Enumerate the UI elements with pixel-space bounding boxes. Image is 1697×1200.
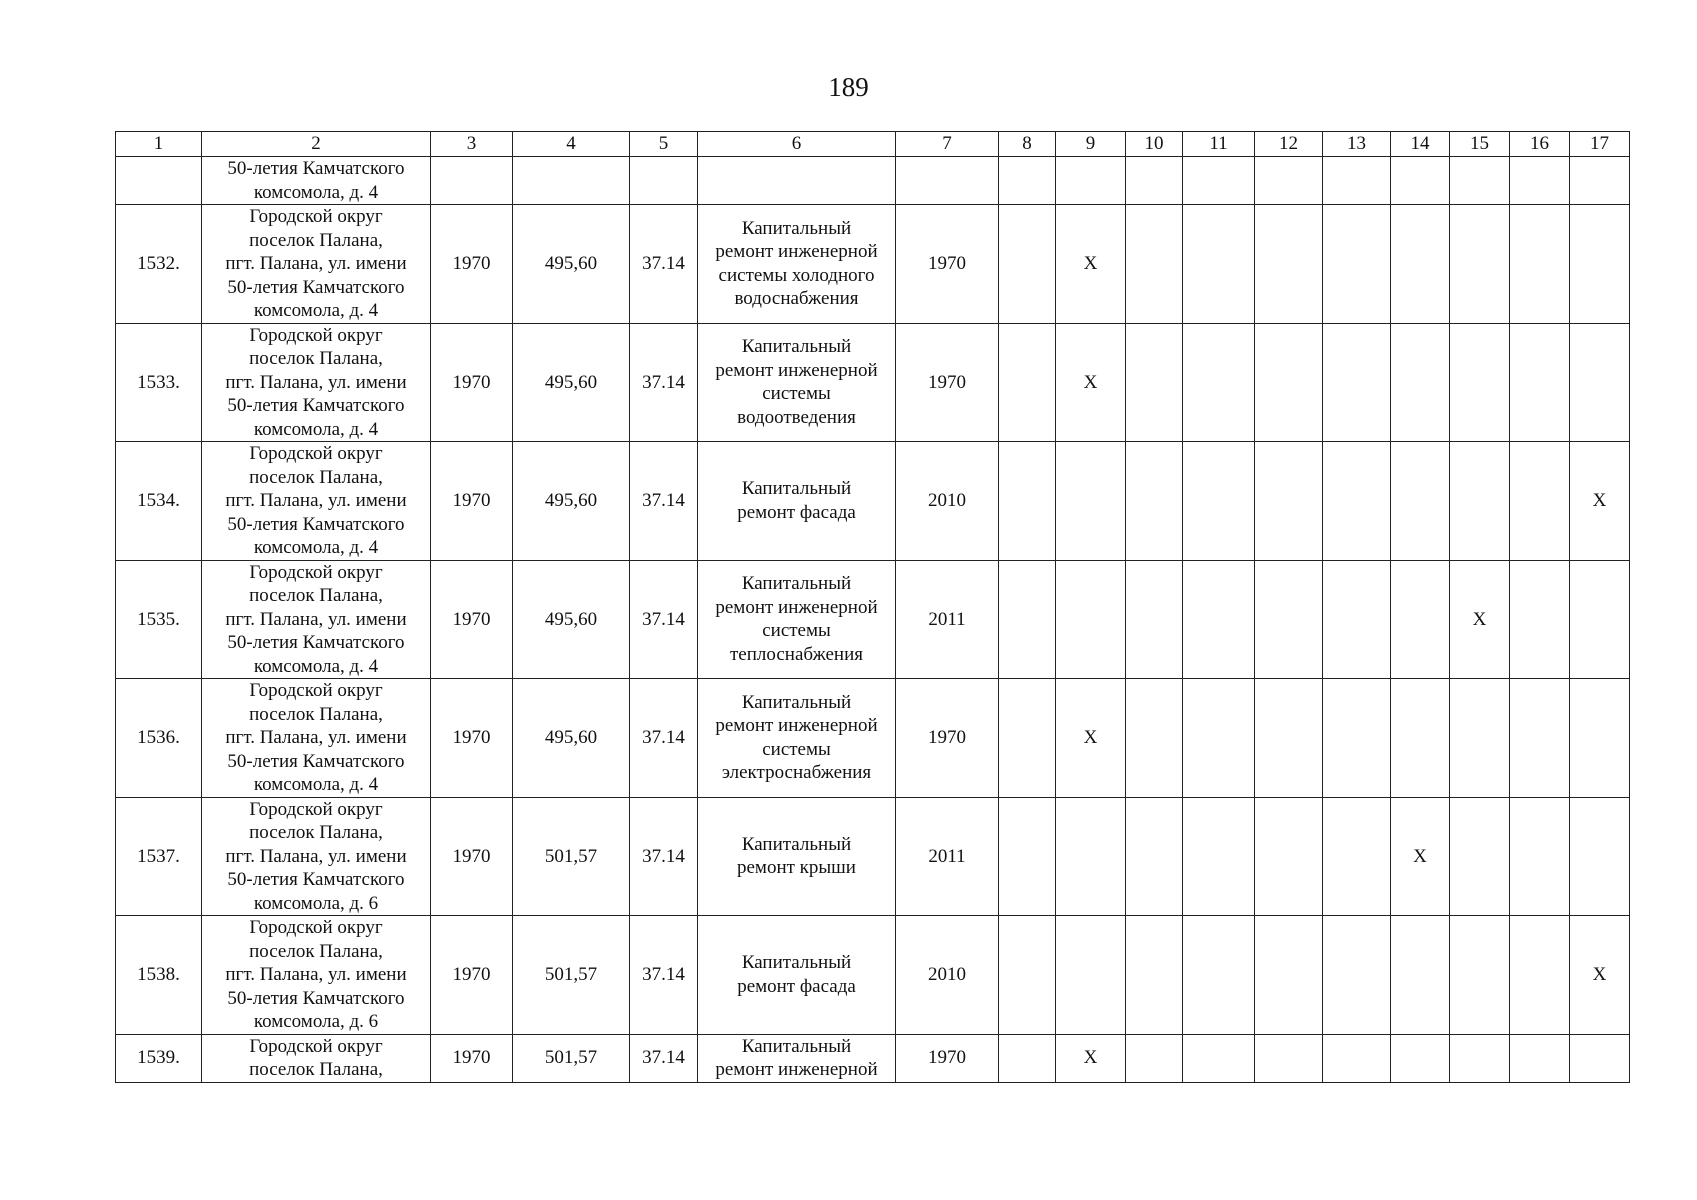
empty-cell — [1126, 323, 1183, 442]
address-cell-line: поселок Палана, — [249, 466, 383, 488]
empty-cell — [1255, 323, 1323, 442]
empty-cell — [1391, 157, 1450, 205]
empty-cell — [1255, 205, 1323, 324]
address-cell — [202, 797, 431, 916]
code-cell: 37.14 — [630, 916, 698, 1035]
work-type-cell — [698, 442, 896, 561]
address-cell-line: поселок Палана, — [249, 1059, 383, 1080]
empty-cell — [1056, 560, 1126, 679]
empty-cell — [1570, 679, 1630, 798]
empty-cell — [1570, 1034, 1630, 1082]
area-cell: 495,60 — [513, 679, 630, 798]
year-built-cell: 1970 — [431, 1034, 513, 1082]
year-built-cell: 1970 — [431, 323, 513, 442]
empty-cell — [1570, 797, 1630, 916]
address-cell-line: Городской округ — [249, 798, 383, 820]
empty-cell — [1391, 1034, 1450, 1082]
empty-cell — [999, 157, 1056, 205]
row-number-cell: 1536. — [116, 679, 202, 798]
mark-cell: X — [1570, 442, 1630, 561]
address-cell-line: поселок Палана, — [249, 229, 383, 251]
mark-cell: X — [1056, 323, 1126, 442]
column-header-11: 11 — [1183, 132, 1255, 157]
empty-cell — [1450, 679, 1510, 798]
column-header-8: 8 — [999, 132, 1056, 157]
empty-cell — [1126, 560, 1183, 679]
mark-cell: X — [1450, 560, 1510, 679]
work-type-cell-line: ремонт инженерной — [715, 596, 878, 618]
empty-cell — [1126, 157, 1183, 205]
work-type-cell-line: водоснабжения — [734, 288, 859, 310]
address-cell-line: комсомола, д. 4 — [253, 181, 379, 203]
address-cell-line: 50-летия Камчатского — [227, 987, 405, 1009]
empty-cell — [1323, 560, 1391, 679]
table-row — [116, 797, 1630, 916]
empty-cell — [1255, 916, 1323, 1035]
work-type-cell-line: электроснабжения — [721, 762, 872, 784]
empty-cell — [1323, 323, 1391, 442]
empty-cell — [999, 442, 1056, 561]
work-type-cell — [698, 323, 896, 442]
work-type-cell-line: ремонт фасада — [737, 975, 856, 997]
column-header-1: 1 — [116, 132, 202, 157]
work-type-cell — [698, 560, 896, 679]
work-type-cell-line: ремонт крыши — [737, 857, 856, 879]
empty-cell — [1183, 797, 1255, 916]
empty-cell — [1510, 157, 1570, 205]
work-type-cell-line: ремонт инженерной — [715, 1059, 878, 1080]
address-cell-line: 50-летия Камчатского — [227, 158, 405, 179]
empty-cell — [1510, 323, 1570, 442]
empty-cell — [1323, 205, 1391, 324]
empty-cell — [1056, 442, 1126, 561]
empty-cell — [1570, 323, 1630, 442]
address-cell-line: поселок Палана, — [249, 348, 383, 369]
empty-cell — [1570, 157, 1630, 205]
address-cell-line: поселок Палана, — [249, 703, 383, 725]
empty-cell — [1255, 1034, 1323, 1082]
row-number-cell: 1537. — [116, 797, 202, 916]
address-cell-line: 50-летия Камчатского — [227, 750, 405, 772]
code-cell: 37.14 — [630, 442, 698, 561]
column-header-16: 16 — [1510, 132, 1570, 157]
row-number-cell: 1538. — [116, 916, 202, 1035]
address-cell-line: Городской округ — [249, 680, 383, 701]
empty-cell — [1255, 442, 1323, 561]
work-type-cell — [698, 205, 896, 324]
empty-cell — [1510, 679, 1570, 798]
empty-cell — [1450, 157, 1510, 205]
area-cell: 495,60 — [513, 205, 630, 324]
empty-cell — [999, 916, 1056, 1035]
address-cell-line: пгт. Палана, ул. имени — [225, 845, 407, 867]
work-type-cell-line: системы — [762, 620, 831, 642]
row-number-cell: 1533. — [116, 323, 202, 442]
column-header-14: 14 — [1391, 132, 1450, 157]
work-type-cell-line: Капитальный — [741, 573, 852, 595]
address-cell-line: поселок Палана, — [249, 940, 383, 962]
address-cell-line: поселок Палана, — [249, 822, 383, 843]
address-cell — [202, 323, 431, 442]
empty-cell — [513, 157, 630, 205]
year-built-cell: 1970 — [431, 560, 513, 679]
work-type-cell-line: Капитальный — [741, 1035, 852, 1057]
code-cell: 37.14 — [630, 323, 698, 442]
work-type-cell-line: ремонт инженерной — [715, 241, 878, 263]
empty-cell — [1391, 442, 1450, 561]
empty-cell — [1391, 916, 1450, 1035]
empty-cell — [1255, 679, 1323, 798]
year-built-cell: 1970 — [431, 442, 513, 561]
page-number: 189 — [828, 72, 869, 102]
table-row — [116, 679, 1630, 798]
empty-cell — [1510, 1034, 1570, 1082]
empty-cell — [1391, 205, 1450, 324]
mark-cell: X — [1391, 797, 1450, 916]
work-type-cell — [698, 1034, 896, 1082]
address-cell-line: пгт. Палана, ул. имени — [225, 727, 407, 748]
address-cell — [202, 916, 431, 1035]
empty-cell — [999, 560, 1056, 679]
year-cell: 1970 — [896, 323, 999, 442]
work-type-cell — [698, 797, 896, 916]
address-cell-line: Городской округ — [249, 206, 383, 227]
address-cell-line: комсомола, д. 6 — [253, 892, 379, 914]
empty-cell — [1323, 679, 1391, 798]
empty-cell — [1183, 157, 1255, 205]
address-cell-line: поселок Палана, — [249, 585, 383, 606]
work-type-cell-line: ремонт инженерной — [715, 359, 878, 381]
empty-cell — [630, 157, 698, 205]
work-type-cell-line: Капитальный — [741, 952, 852, 974]
empty-cell — [999, 1034, 1056, 1082]
address-cell-line: Городской округ — [249, 443, 383, 464]
continuation-row — [116, 157, 1630, 205]
code-cell: 37.14 — [630, 679, 698, 798]
year-built-cell: 1970 — [431, 797, 513, 916]
empty-cell — [1056, 916, 1126, 1035]
empty-cell — [1183, 1034, 1255, 1082]
empty-cell — [1183, 442, 1255, 561]
column-header-6: 6 — [698, 132, 896, 157]
table-row — [116, 442, 1630, 561]
year-cell: 1970 — [896, 679, 999, 798]
empty-cell — [1323, 442, 1391, 561]
year-built-cell: 1970 — [431, 205, 513, 324]
work-type-cell — [698, 916, 896, 1035]
work-type-cell-line: ремонт фасада — [737, 501, 856, 523]
empty-cell — [1510, 916, 1570, 1035]
empty-cell — [1510, 442, 1570, 561]
year-cell: 2011 — [896, 797, 999, 916]
empty-cell — [1126, 1034, 1183, 1082]
empty-cell — [116, 157, 202, 205]
work-type-cell-line: системы холодного — [718, 264, 875, 286]
area-cell: 495,60 — [513, 560, 630, 679]
address-cell-line: Городской округ — [249, 324, 383, 346]
code-cell: 37.14 — [630, 1034, 698, 1082]
empty-cell — [1450, 1034, 1510, 1082]
area-cell: 495,60 — [513, 323, 630, 442]
table-row — [116, 323, 1630, 442]
year-cell: 2010 — [896, 442, 999, 561]
address-cell-line: 50-летия Камчатского — [227, 276, 405, 298]
address-cell — [202, 679, 431, 798]
column-header-2: 2 — [202, 132, 431, 157]
empty-cell — [1450, 323, 1510, 442]
year-cell: 2010 — [896, 916, 999, 1035]
empty-cell — [999, 205, 1056, 324]
empty-cell — [1323, 916, 1391, 1035]
empty-cell — [1323, 157, 1391, 205]
year-built-cell: 1970 — [431, 916, 513, 1035]
empty-cell — [1183, 679, 1255, 798]
empty-cell — [1255, 560, 1323, 679]
empty-cell — [1391, 679, 1450, 798]
column-header-5: 5 — [630, 132, 698, 157]
row-number-cell: 1532. — [116, 205, 202, 324]
empty-cell — [1570, 560, 1630, 679]
work-type-cell-line: ремонт инженерной — [715, 715, 878, 737]
address-cell-line: 50-летия Камчатского — [227, 513, 405, 535]
empty-cell — [1391, 560, 1450, 679]
table-row — [116, 560, 1630, 679]
empty-cell — [1323, 797, 1391, 916]
empty-cell — [1323, 1034, 1391, 1082]
work-type-cell-line: Капитальный — [741, 833, 852, 855]
address-cell-line: Городской округ — [249, 917, 383, 938]
empty-cell — [1255, 797, 1323, 916]
empty-cell — [1510, 560, 1570, 679]
address-cell-line: пгт. Палана, ул. имени — [225, 964, 407, 985]
empty-cell — [1056, 157, 1126, 205]
empty-cell — [1450, 797, 1510, 916]
work-type-cell-line: Капитальный — [741, 336, 852, 358]
column-header-9: 9 — [1056, 132, 1126, 157]
area-cell: 501,57 — [513, 797, 630, 916]
address-cell-line: 50-летия Камчатского — [227, 395, 405, 416]
empty-cell — [999, 797, 1056, 916]
address-cell — [202, 442, 431, 561]
address-cell — [202, 157, 431, 205]
empty-cell — [1183, 560, 1255, 679]
address-cell — [202, 205, 431, 324]
empty-cell — [1126, 205, 1183, 324]
empty-cell — [431, 157, 513, 205]
address-cell-line: пгт. Палана, ул. имени — [225, 253, 407, 274]
address-cell-line: 50-летия Камчатского — [227, 869, 405, 890]
empty-cell — [1510, 797, 1570, 916]
empty-cell — [1183, 205, 1255, 324]
work-type-cell-line: системы — [762, 738, 831, 760]
year-cell: 2011 — [896, 560, 999, 679]
empty-cell — [1510, 205, 1570, 324]
empty-cell — [1126, 679, 1183, 798]
address-cell-line: комсомола, д. 6 — [253, 1011, 379, 1032]
column-header-12: 12 — [1255, 132, 1323, 157]
work-type-cell-line: системы — [762, 383, 831, 405]
column-number-header-row — [116, 132, 1630, 157]
work-type-cell — [698, 679, 896, 798]
work-type-cell-line: теплоснабжения — [730, 643, 863, 665]
empty-cell — [999, 679, 1056, 798]
address-cell-line: пгт. Палана, ул. имени — [225, 608, 407, 630]
address-cell-line: комсомола, д. 4 — [253, 537, 379, 558]
empty-cell — [1056, 797, 1126, 916]
code-cell: 37.14 — [630, 797, 698, 916]
column-header-13: 13 — [1323, 132, 1391, 157]
column-header-3: 3 — [431, 132, 513, 157]
mark-cell: X — [1056, 1034, 1126, 1082]
empty-cell — [1450, 442, 1510, 561]
address-cell — [202, 560, 431, 679]
empty-cell — [1126, 916, 1183, 1035]
row-number-cell: 1534. — [116, 442, 202, 561]
empty-cell — [1570, 205, 1630, 324]
empty-cell — [1450, 205, 1510, 324]
table-row — [116, 916, 1630, 1035]
address-cell-line: пгт. Палана, ул. имени — [225, 371, 407, 393]
empty-cell — [1183, 323, 1255, 442]
capital-repair-table — [115, 131, 1630, 1083]
empty-cell — [698, 157, 896, 205]
empty-cell — [1126, 797, 1183, 916]
work-type-cell-line: Капитальный — [741, 478, 852, 500]
column-header-4: 4 — [513, 132, 630, 157]
empty-cell — [896, 157, 999, 205]
table-row — [116, 205, 1630, 324]
empty-cell — [1126, 442, 1183, 561]
work-type-cell-line: Капитальный — [741, 691, 852, 713]
empty-cell — [999, 323, 1056, 442]
address-cell-line: комсомола, д. 4 — [253, 655, 379, 677]
address-cell — [202, 1034, 431, 1082]
code-cell: 37.14 — [630, 560, 698, 679]
year-cell: 1970 — [896, 1034, 999, 1082]
mark-cell: X — [1056, 205, 1126, 324]
column-header-17: 17 — [1570, 132, 1630, 157]
mark-cell: X — [1056, 679, 1126, 798]
row-number-cell: 1539. — [116, 1034, 202, 1082]
code-cell: 37.14 — [630, 205, 698, 324]
address-cell-line: 50-летия Камчатского — [227, 632, 405, 653]
address-cell-line: Городской округ — [249, 1035, 383, 1057]
address-cell-line: комсомола, д. 4 — [253, 418, 379, 440]
area-cell: 495,60 — [513, 442, 630, 561]
address-cell-line: Городской округ — [249, 561, 383, 583]
column-header-7: 7 — [896, 132, 999, 157]
empty-cell — [1450, 916, 1510, 1035]
empty-cell — [1391, 323, 1450, 442]
row-number-cell: 1535. — [116, 560, 202, 679]
year-built-cell: 1970 — [431, 679, 513, 798]
mark-cell: X — [1570, 916, 1630, 1035]
empty-cell — [1255, 157, 1323, 205]
column-header-10: 10 — [1126, 132, 1183, 157]
area-cell: 501,57 — [513, 916, 630, 1035]
address-cell-line: комсомола, д. 4 — [253, 300, 379, 321]
work-type-cell-line: Капитальный — [741, 217, 852, 239]
table-row — [116, 1034, 1630, 1082]
address-cell-line: комсомола, д. 4 — [253, 774, 379, 795]
area-cell: 501,57 — [513, 1034, 630, 1082]
column-header-15: 15 — [1450, 132, 1510, 157]
work-type-cell-line: водоотведения — [737, 406, 856, 428]
empty-cell — [1183, 916, 1255, 1035]
year-cell: 1970 — [896, 205, 999, 324]
address-cell-line: пгт. Палана, ул. имени — [225, 490, 407, 511]
